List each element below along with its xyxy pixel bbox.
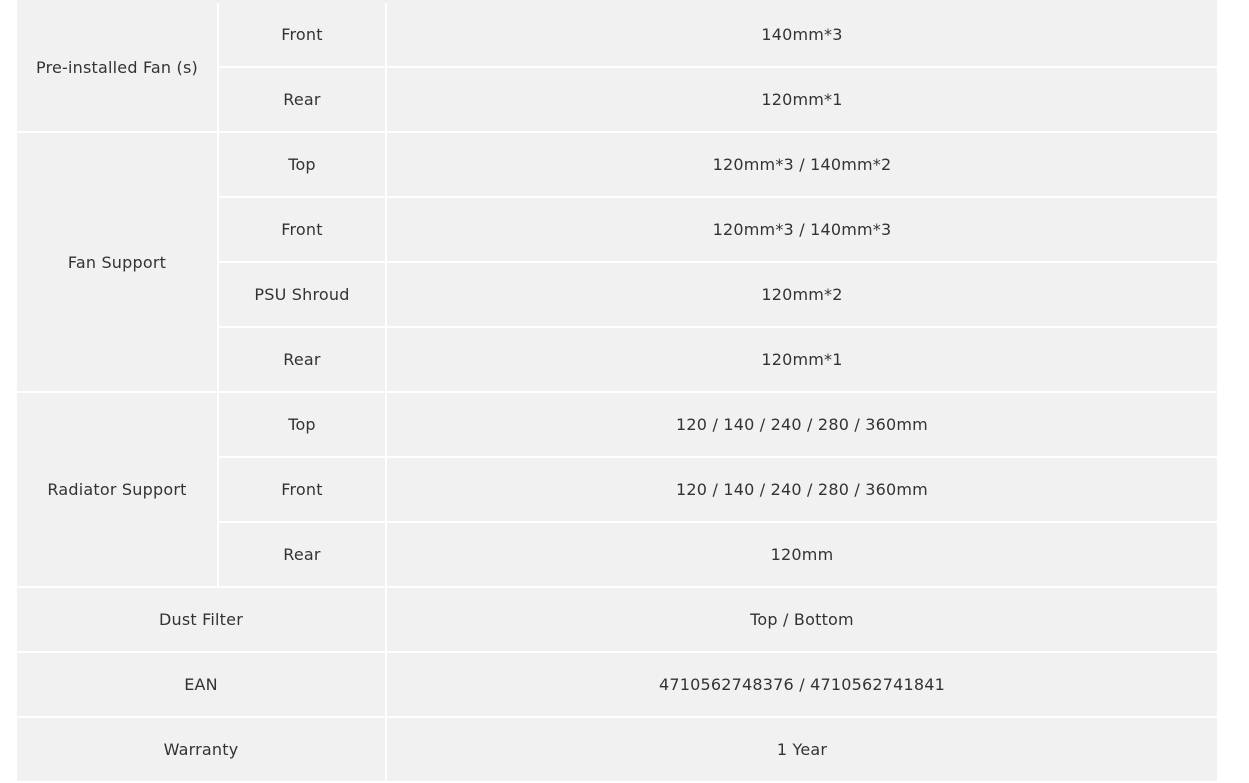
row-group-label: Radiator Support bbox=[17, 392, 218, 587]
table-row bbox=[17, 392, 1217, 457]
value-cell: 120mm bbox=[386, 522, 1217, 587]
specification-table bbox=[17, 3, 1217, 783]
position-cell: PSU Shroud bbox=[218, 262, 386, 327]
value-cell: 120mm*3 / 140mm*3 bbox=[386, 197, 1217, 262]
position-cell: Top bbox=[218, 132, 386, 197]
value-cell: 1 Year bbox=[386, 717, 1217, 782]
row-group-label: Fan Support bbox=[17, 132, 218, 392]
position-cell: Rear bbox=[218, 67, 386, 132]
value-cell: 4710562748376 / 4710562741841 bbox=[386, 652, 1217, 717]
value-cell: 120 / 140 / 240 / 280 / 360mm bbox=[386, 457, 1217, 522]
table-row bbox=[17, 717, 1217, 782]
position-cell: Rear bbox=[218, 327, 386, 392]
position-cell: Top bbox=[218, 392, 386, 457]
row-label: Dust Filter bbox=[17, 587, 386, 652]
row-label: Warranty bbox=[17, 717, 386, 782]
value-cell: 120mm*2 bbox=[386, 262, 1217, 327]
table-row bbox=[17, 132, 1217, 197]
value-cell: 120mm*1 bbox=[386, 327, 1217, 392]
row-group-label: Pre-installed Fan (s) bbox=[17, 3, 218, 132]
value-cell: 120 / 140 / 240 / 280 / 360mm bbox=[386, 392, 1217, 457]
value-cell: 120mm*1 bbox=[386, 67, 1217, 132]
position-cell: Front bbox=[218, 197, 386, 262]
table-row bbox=[17, 652, 1217, 717]
value-cell: Top / Bottom bbox=[386, 587, 1217, 652]
value-cell: 140mm*3 bbox=[386, 3, 1217, 67]
position-cell: Front bbox=[218, 3, 386, 67]
row-label: EAN bbox=[17, 652, 386, 717]
value-cell: 120mm*3 / 140mm*2 bbox=[386, 132, 1217, 197]
table-row bbox=[17, 3, 1217, 67]
table-row bbox=[17, 587, 1217, 652]
position-cell: Rear bbox=[218, 522, 386, 587]
position-cell: Front bbox=[218, 457, 386, 522]
